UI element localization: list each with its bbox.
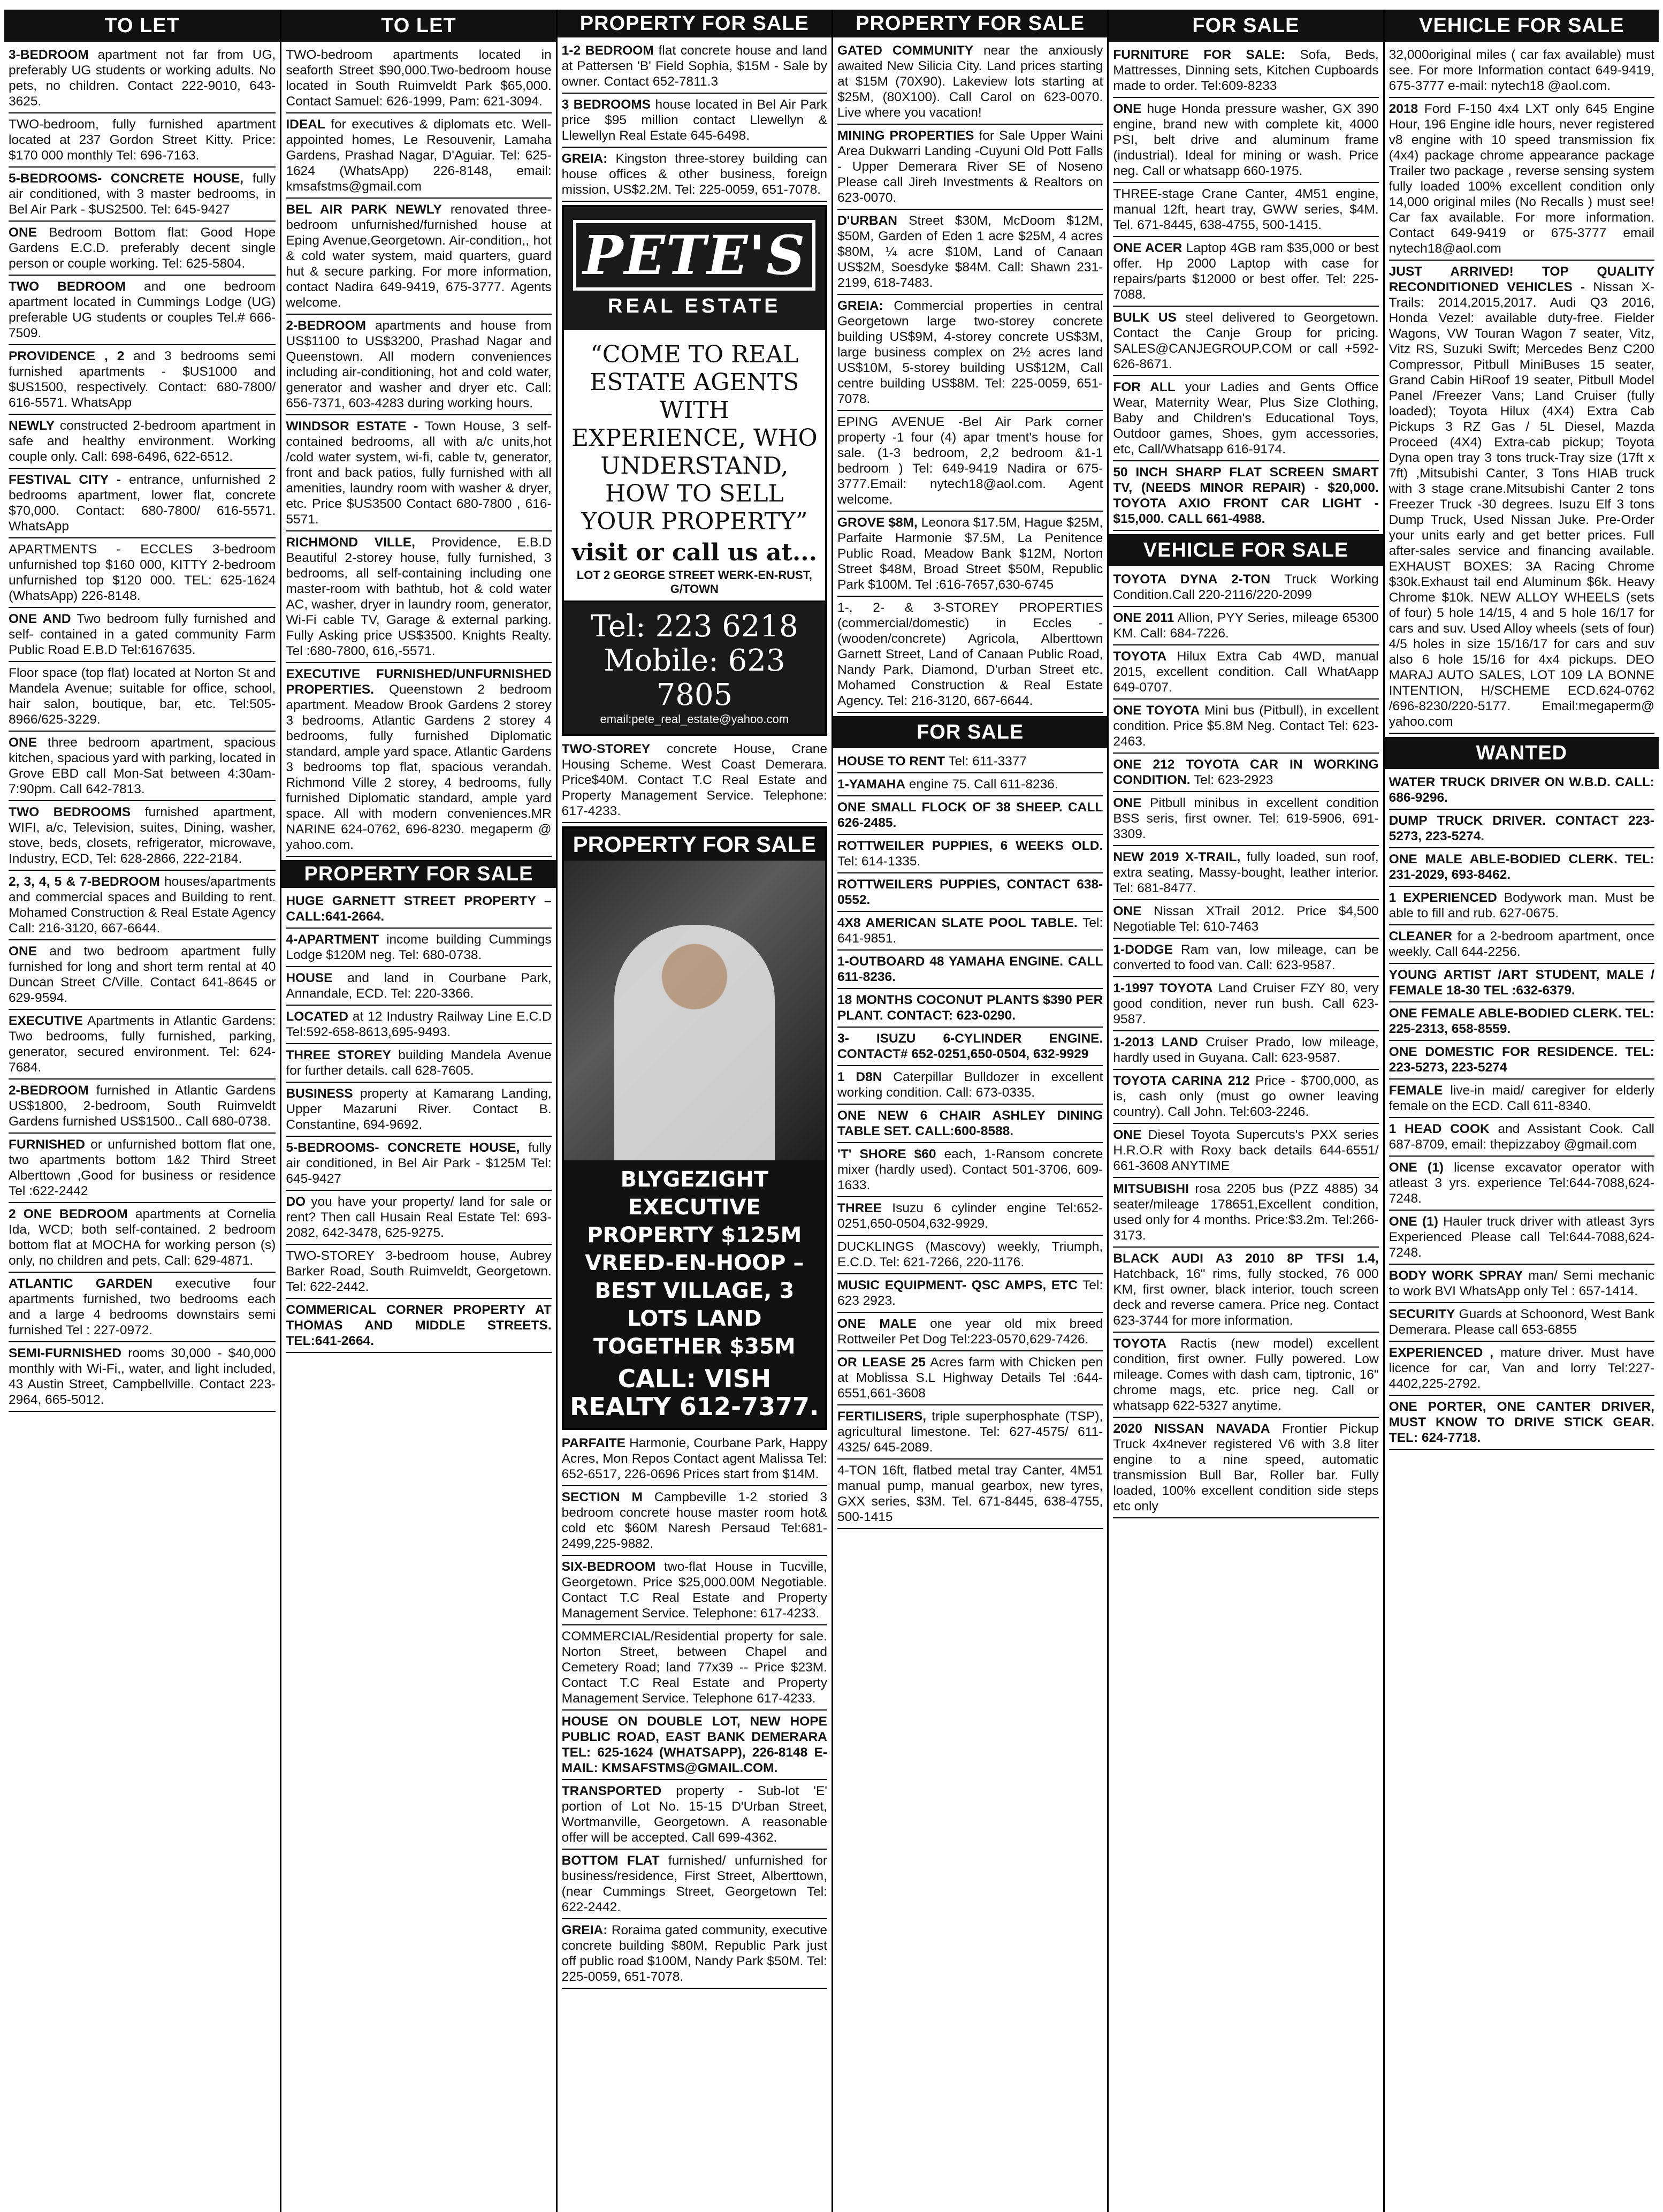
classified-ad: TWO-bedroom apartments located in seaforth Street $90,000.Two-bedroom house located in South Ruimveldt Park $65,000. Contact Samuel: 626-1999, Pam: 621-3094.: [286, 47, 551, 113]
section-header: VEHICLE FOR SALE: [1385, 10, 1659, 42]
classified-ad: MUSIC EQUIPMENT- QSC AMPS, ETC Tel: 623 2923.: [837, 1278, 1103, 1313]
ad-list: [1113, 572, 1378, 1518]
classified-ad: BOTTOM FLAT furnished/ unfurnished for business/residence, First Street, Alberttown, (near Cummings Street, Georgetown Tel: 622-2442.: [562, 1853, 827, 1919]
classified-ad: ONE MALE one year old mix breed Rottweiler Pet Dog Tel:223-0570,629-7426.: [837, 1316, 1103, 1351]
classified-ad: 1-DODGE Ram van, low mileage, can be converted to food van. Call: 623-9587.: [1113, 942, 1378, 977]
classified-ad: 3-BEDROOM apartment not far from UG, preferably UG students or working adults. No pets, no children. Contact 222-9010, 643-3625.: [9, 47, 276, 113]
ad-list: [837, 754, 1103, 1529]
classified-ad: EPING AVENUE -Bel Air Park corner property -1 four (4) apar tment's house for sale. (1-3 bedroom, 2,2 bedroom &1-1 bedroom ) Tel: 649-9419 Nadira or 675-3777.Email: nytech18@aol.com. Agent welcome.: [837, 414, 1103, 512]
classified-ad: SECTION M Campbeville 1-2 storied 3 bedroom concrete house master room hot& cold etc $60M Naresh Persaud Tel:681-2499,225-9882.: [562, 1489, 827, 1556]
classified-ad: ONE three bedroom apartment, spacious kitchen, spacious yard with parking, located in Grove EBD call Mon-Sat between 4:30am-7:90pm. Call 642-7813.: [9, 735, 276, 801]
classified-ad: TOYOTA DYNA 2-TON Truck Working Condition.Call 220-2116/220-2099: [1113, 572, 1378, 607]
classified-ad: SEMI-FURNISHED rooms 30,000 - $40,000 monthly with Wi-Fi,, water, and light included, 43 Austin Street, Campbellville. Contact 223-2964, 665-5012.: [9, 1346, 276, 1412]
section-header: FOR SALE: [1109, 10, 1383, 42]
classified-ad: FERTILISERS, triple superphosphate (TSP), agricultural limestone. Tel: 627-4575/ 611-4325/ 645-2089.: [837, 1409, 1103, 1460]
section-header: WANTED: [1385, 737, 1659, 769]
classified-ad: FEMALE live-in maid/ caregiver for elderly female on the ECD. Call 611-8340.: [1389, 1083, 1654, 1118]
classified-ad: ROTTWEILERS PUPPIES, CONTACT 638-0552.: [837, 877, 1103, 912]
classified-ad: SECURITY Guards at Schoonord, West Bank Demerara. Please call 653-6855: [1389, 1306, 1654, 1342]
petes-visit: visit or call us at...: [571, 539, 817, 566]
classified-ad: ROTTWEILER PUPPIES, 6 WEEKS OLD. Tel: 614-1335.: [837, 838, 1103, 873]
classified-ad: MINING PROPERTIES for Sale Upper Waini Area Dukwarri Landing -Cuyuni Old Pott Falls - Upper Demerara River SE of Noseno Please call Jireh Investments & Realtors on 623-0070.: [837, 128, 1103, 210]
classified-ad: GATED COMMUNITY near the anxiously awaited New Silicia City. Land prices starting at $15M (70X90). Lakeview lots starting at $25M, (80X100). Call Carol on 623-0070. Live where you vacation!: [837, 43, 1103, 125]
classified-ad: RICHMOND VILLE, Providence, E.B.D Beautiful 2-storey house, fully furnished, 3 bedrooms, all self-containing including one master-room with bathtub, hot & cold water AC, washer, dryer in laundry room, generator, Wi-Fi cable TV, Garage & external parking. Fully Asking price US$3500. Knights Realty. Tel :680-7800, 616,-5571.: [286, 535, 551, 663]
vish-call: CALL: VISH REALTY 612-7377.: [570, 1364, 819, 1421]
classified-ad: 3- ISUZU 6-CYLINDER ENGINE. CONTACT# 652-0251,650-0504, 632-9929: [837, 1031, 1103, 1066]
classified-ad: GREIA: Kingston three-storey building can house offices & other business, foreign mission, US$2.2M. Tel: 225-0059, 651-7078.: [562, 151, 827, 202]
section-header: TO LET: [4, 10, 280, 42]
classified-ad: EXECUTIVE FURNISHED/UNFURNISHED PROPERTIES. Queenstown 2 bedroom apartment. Meadow Brook Gardens 2 storey 3 bedrooms. Atlantic Gardens 2 storey 4 bedrooms, fully furnished Diplomatic standard, ample yard space. Atlantic Gardens 3 bedrooms top flat, spacious verandah. Richmond Ville 2 storey, 4 bedrooms, fully furnished Diplomatic standard, ample yard space. All with modern conveniences.MR NARINE 624-0762, 696-8230. megaperm @ yahoo.com.: [286, 666, 551, 857]
petes-address: LOT 2 GEORGE STREET WERK-EN-RUST, G/TOWN: [564, 566, 825, 602]
classified-ad: YOUNG ARTIST /ART STUDENT, MALE / FEMALE 18-30 TEL :632-6379.: [1389, 967, 1654, 1002]
classified-ad: TWO BEDROOMS furnished apartment, WIFI, a/c, Television, suites, Dining, washer, stove, beds, closets, refrigerator, microwave, Industry, ECD, Tel: 628-2866, 222-2184.: [9, 804, 276, 871]
classified-ad: 32,000original miles ( car fax available) must see. For more Information contact 649-9419, 675-3777 e-mail: nytech18 @aol.com.: [1389, 47, 1654, 98]
classified-ad: WINDSOR ESTATE - Town House, 3 self- contained bedrooms, all with a/c units,hot /cold water system, wi-fi, cable tv, generator, front and back patios, fully furnished with all amenities, laundry room with washer & dryer, etc. Price $US3500 Contact 680-7800 , 616-5571.: [286, 419, 551, 531]
classified-ad: CLEANER for a 2-bedroom apartment, once weekly. Call 644-2256.: [1389, 929, 1654, 964]
classified-ad: ONE (1) license excavator operator with atleast 3 yrs. experience Tel:644-7088,624-7248.: [1389, 1160, 1654, 1211]
classified-ad: ATLANTIC GARDEN executive four apartments furnished, two bedrooms each and a large 4 bedrooms downstairs semi furnished Tel : 227-0972.: [9, 1276, 276, 1342]
classified-ad: COMMERICAL CORNER PROPERTY AT THOMAS AND MIDDLE STREETS. TEL:641-2664.: [286, 1302, 551, 1353]
classified-ad: 1-YAMAHA engine 75. Call 611-8236.: [837, 777, 1103, 796]
column-4: [832, 10, 1107, 2212]
vish-offer: BLYGEZIGHT EXECUTIVE PROPERTY $125M VREED-EN-HOOP – BEST VILLAGE, 3 LOTS LAND TOGETHER $35M: [585, 1167, 804, 1359]
classified-ad: 3 BEDROOMS house located in Bel Air Park price $95 million contact Llewellyn & Llewellyn Real Estate 645-6498.: [562, 97, 827, 148]
classified-ad: HOUSE ON DOUBLE LOT, NEW HOPE PUBLIC ROAD, EAST BANK DEMERARA TEL: 625-1624 (WHATSAPP), 226-8148 E-MAIL: KMSAFSTMS@GMAIL.COM.: [562, 1714, 827, 1780]
classified-ad: GREIA: Roraima gated community, executive concrete building $80M, Republic Park just off public road $100M, Nandy Park $50M. Tel: 225-0059, 651-7078.: [562, 1922, 827, 1989]
classified-ad: Floor space (top flat) located at Norton St and Mandela Avenue; suitable for office, school, hair salon, boutique, bar, etc. Tel:505-8966/625-3229.: [9, 665, 276, 732]
petes-mobile: Mobile: 623 7805: [604, 643, 785, 712]
classified-ad: HOUSE and land in Courbane Park, Annandale, ECD. Tel: 220-3366.: [286, 970, 551, 1006]
classified-ad: 1 D8N Caterpillar Bulldozer in excellent working condition. Call: 673-0335.: [837, 1069, 1103, 1105]
classified-ad: GROVE $8M, Leonora $17.5M, Hague $25M, Parfaite Harmonie $7.5M, La Penitence Public Road, Meadow Bank $12M, Norton Street $48M, Broad Street $50M, Republic Park $100M. Tel :616-7657,630-6745: [837, 515, 1103, 597]
classified-ad: NEW 2019 X-TRAIL, fully loaded, sun roof, extra seating, Massy-bought, leather interior. Tel: 681-8477.: [1113, 849, 1378, 900]
petes-real-estate-ad: [562, 205, 827, 736]
classified-ad: TWO-STOREY concrete House, Crane Housing Scheme. West Coast Demerara. Price$40M. Contact T.C Real Estate and Property Management Service. Telephone: 617-4233.: [562, 741, 827, 823]
classified-ad: 5-BEDROOMS- CONCRETE HOUSE, fully air conditioned, in Bel Air Park - $125M Tel: 645-9427: [286, 1140, 551, 1191]
classified-ad: ONE Bedroom Bottom flat: Good Hope Gardens E.C.D. preferably decent single person or couple working. Tel: 625-5804.: [9, 225, 276, 276]
classified-ad: 5-BEDROOMS- CONCRETE HOUSE, fully air conditioned, with 3 master bedrooms, in Bel Air Park - $US2500. Tel: 645-9427: [9, 171, 276, 222]
classified-ad: TOYOTA Ractis (new model) excellent condition, first owner. Fully powered. Low mileage. Comes with dash cam, tiptronic, 16" chrome mags, etc. price neg. Call or whatsapp 622-5327 anytime.: [1113, 1336, 1378, 1418]
classified-ad: TOYOTA CARINA 212 Price - $700,000, as is, cash only (must go owner leaving country). Call John. Tel:603-2246.: [1113, 1073, 1378, 1124]
ad-list: [286, 47, 551, 857]
classified-ad: BLACK AUDI A3 2010 8P TFSI 1.4, Hatchback, 16" rims, fully stocked, 76 000 KM, first owner, black interior, touch screen deck and reverse camera. Price neg. Contact 623-3744 for more information.: [1113, 1251, 1378, 1333]
classified-ad: ONE Diesel Toyota Supercuts's PXX series H.R.O.R with Roxy back details 644-6551/ 661-3608 ANYTIME: [1113, 1127, 1378, 1178]
classified-ad: 2018 Ford F-150 4x4 LXT only 645 Engine Hour, 196 Engine idle hours, never registered v8 engine with 10 speed transmission fix (4x4) package chrome appearance package Trailer two package , reverse sensing system fully loaded 100% excellent condition only 14,000 original miles (No Recalls ) must see! Car fax available. For more information. Contact 649-9419 or 675-3777 email nytech18@aol.com: [1389, 101, 1654, 261]
classified-ad: 1-2013 LAND Cruiser Prado, low mileage, hardly used in Guyana. Call: 623-9587.: [1113, 1035, 1378, 1070]
classified-ad: ONE and two bedroom apartment fully furnished for long and short term rental at 40 Duncan Street C/Ville. Contact 641-8645 or 629-9594.: [9, 944, 276, 1010]
classified-ad: 4-TON 16ft, flatbed metal tray Canter, 4M51 manual pump, manual gearbox, new tyres, GXX series, $3M. Tel. 671-8445, 638-4755, 500-1415: [837, 1463, 1103, 1529]
classified-ad: PROVIDENCE , 2 and 3 bedrooms semi furnished apartments - $US1000 and $US1500, respectively. Contact: 680-7800/ 616-5571. WhatsApp: [9, 348, 276, 415]
petes-quote: “COME TO REAL ESTATE AGENTS WITH EXPERIENCE, WHO UNDERSTAND, HOW TO SELL YOUR PROPERTY”: [571, 341, 818, 535]
person-figure: [614, 925, 775, 1160]
petes-logo: PETE'S: [573, 220, 815, 291]
classified-ad: SIX-BEDROOM two-flat House in Tucville, Georgetown. Price $25,000.00M Negotiable. Contact T.C Real Estate and Property Management Service. Telephone: 617-4233.: [562, 1559, 827, 1625]
classified-ad: WATER TRUCK DRIVER ON W.B.D. CALL: 686-9296.: [1389, 774, 1654, 810]
petes-email: email:pete_real_estate@yahoo.com: [600, 712, 789, 726]
ad-list: [562, 1435, 827, 1989]
classified-ad: THREE-stage Crane Canter, 4M51 engine, manual 12ft, heart tray, GWW series, $4M. Tel. 671-8445, 638-4755, 500-1415.: [1113, 186, 1378, 237]
classified-ad: TWO-bedroom, fully furnished apartment located at 237 Gordon Street Kitty. Price: $170 000 monthly Tel: 696-7163.: [9, 117, 276, 168]
classified-ad: 2 ONE BEDROOM apartments at Cornelia Ida, WCD; both self-contained. 2 bedroom bottom flat at MOCHA for working person (s) only, no children and pets. Call: 629-4871.: [9, 1206, 276, 1273]
classified-ad: ONE 212 TOYOTA CAR IN WORKING CONDITION. Tel: 623-2923: [1113, 757, 1378, 792]
classified-ad: PARFAITE Harmonie, Courbane Park, Happy Acres, Mon Repos Contact agent Malissa Tel: 652-6517, 226-0696 Prices start from $14M.: [562, 1435, 827, 1486]
section-header: PROPERTY FOR SALE: [558, 10, 832, 37]
classified-ad: ONE AND Two bedroom fully furnished and self- contained in a gated community Farm Public Road E.B.D Tel:6167635.: [9, 611, 276, 662]
classified-ad: ONE ACER Laptop 4GB ram $35,000 or best offer. Hp 2000 Laptop with case for repairs/parts $12000 or best offer. Tel: 225-7088.: [1113, 240, 1378, 307]
classified-ad: DO you have your property/ land for sale or rent? Then call Husain Real Estate Tel: 693-2082, 642-3478, 625-9275.: [286, 1194, 551, 1245]
classified-ad: ONE Pitbull minibus in excellent condition BSS seris, first owner. Tel: 619-5906, 691-3309.: [1113, 795, 1378, 846]
ad-list: [562, 43, 827, 202]
ad-list: [562, 741, 827, 823]
classified-ad: ONE FEMALE ABLE-BODIED CLERK. TEL: 225-2313, 658-8559.: [1389, 1006, 1654, 1041]
classified-ad: EXPERIENCED , mature driver. Must have licence for car, Van and lorry Tel:227-4402,225-2792.: [1389, 1345, 1654, 1396]
classified-ad: ONE PORTER, ONE CANTER DRIVER, MUST KNOW TO DRIVE STICK GEAR. TEL: 624-7718.: [1389, 1399, 1654, 1450]
classified-ad: ONE DOMESTIC FOR RESIDENCE. TEL: 223-5273, 223-5274: [1389, 1044, 1654, 1080]
classified-ad: THREE Isuzu 6 cylinder engine Tel:652-0251,650-0504,632-9929.: [837, 1200, 1103, 1236]
classified-ad: 2020 NISSAN NAVADA Frontier Pickup Truck 4x4never registered V6 with 3.8 liter engine to a nine speed, automatic transmission Bull Bar, Roller bar. Fully loaded, 100% excellent condition side steps etc only: [1113, 1421, 1378, 1518]
classified-ad: TOYOTA Hilux Extra Cab 4WD, manual 2015, excellent condition. Call WhatAapp 649-0707.: [1113, 649, 1378, 700]
classified-ad: DUCKLINGS (Mascovy) weekly, Triumph, E.C.D. Tel: 621-7266, 220-1176.: [837, 1239, 1103, 1274]
ad-list: [9, 47, 276, 1412]
vish-text-block: [564, 1160, 825, 1428]
classified-ad: 4X8 AMERICAN SLATE POOL TABLE. Tel: 641-9851.: [837, 915, 1103, 951]
ad-list: [1389, 47, 1654, 734]
ad-list: [286, 893, 551, 1353]
vish-realty-ad: [562, 826, 827, 1430]
classified-ad: BEL AIR PARK NEWLY renovated three-bedroom unfurnished/furnished house at Eping Avenue,Georgetown. Air-condition,, hot & cold water system, maid quarters, guard hut & secure parking. For more information, contact Nadira 649-9419, 675-3777. Agents welcome.: [286, 202, 551, 315]
classified-ad: 2, 3, 4, 5 & 7-BEDROOM houses/apartments and commercial spaces and Building to rent. Mohamed Construction & Real Estate Agency Call: 216-3120, 667-6644.: [9, 874, 276, 940]
classified-ad: 4-APARTMENT income building Cummings Lodge $120M neg. Tel: 680-0738.: [286, 932, 551, 967]
classified-ad: MITSUBISHI rosa 2205 bus (PZZ 4885) 34 seater/mileage 178651,Excellent condition, used only for 4 months. Price:$3.2m. Tel:266-3173.: [1113, 1181, 1378, 1248]
classified-ad: GREIA: Commercial properties in central Georgetown large two-storey concrete building US$9M, 4-storey concrete US$3M, large business complex on 2½ acres land US$10M, 5-storey building US$12M, Call centre building US$8M. Tel: 225-0059, 651-7078.: [837, 298, 1103, 411]
classified-ad: THREE STOREY building Mandela Avenue for further details. call 628-7605.: [286, 1047, 551, 1083]
ad-list: [837, 43, 1103, 713]
column-6: [1383, 10, 1659, 2212]
classified-ad: 2-BEDROOM apartments and house from US$1100 to US$3200, Prashad Nagar and Queenstown. All modern conveniences including air-conditioning, hot and cold water, generator and washer and dryer etc. Call: 656-7371, 603-4283 during working hours.: [286, 318, 551, 415]
classified-ad: 1-, 2- & 3-STOREY PROPERTIES (commercial/domestic) in Eccles - (wooden/concrete) Agricola, Alberttown Garnett Street, Land of Canaan Public Road, Nandy Park, Diamond, D'urban Street etc. Mohamed Construction & Real Estate Agency. Tel: 216-3120, 667-6644.: [837, 600, 1103, 713]
classified-ad: TWO BEDROOM and one bedroom apartment located in Cummings Lodge (UG) preferable UG students or couples Tel.# 666-7509.: [9, 279, 276, 345]
petes-tel: Tel: 223 6218: [590, 609, 798, 644]
classified-ad: 1 HEAD COOK and Assistant Cook. Call 687-8709, email: thepizzaboy @gmail.com: [1389, 1121, 1654, 1157]
classified-ad: TRANSPORTED property - Sub-lot 'E' portion of Lot No. 15-15 D'Urban Street, Wortmanville, Georgetown. A reasonable offer will be accepted. Call 699-4362.: [562, 1783, 827, 1850]
classified-ad: ONE TOYOTA Mini bus (Pitbull), in excellent condition. Price $5.8M Neg. Contact Tel: 623-2463.: [1113, 703, 1378, 754]
classified-ad: HUGE GARNETT STREET PROPERTY – CALL:641-2664.: [286, 893, 551, 929]
column-1: [4, 10, 280, 2212]
agent-photo: [564, 861, 825, 1160]
classified-ad: 1 EXPERIENCED Bodywork man. Must be able to fill and rub. 627-0675.: [1389, 890, 1654, 925]
classified-ad: 50 INCH SHARP FLAT SCREEN SMART TV, (NEEDS MINOR REPAIR) - $20,000. TOYOTA AXIO FRONT CAR LIGHT - $15,000. CALL 661-4988.: [1113, 465, 1378, 531]
section-header: FOR SALE: [833, 716, 1107, 748]
classified-ad: ONE 2011 Allion, PYY Series, mileage 65300 KM. Call: 684-7226.: [1113, 610, 1378, 645]
petes-contact-block: [564, 602, 825, 734]
classified-ad: JUST ARRIVED! TOP QUALITY RECONDITIONED VEHICLES - Nissan X-Trails: 2014,2015,2017. Audi Q3 2016, Honda Vezel: available duty-free. Fielder Wagons, VW Touran Wagon 7 seater, Vitz, Vitz RS, Suzuki Swift; Mercedes Benz C200 Compressor, Pitbull MiniBuses 15 seater, Grand Cabin HiRoof 19 seater, Pitbull Model Panel /Freezer Vans; Land Cruiser (fully loaded); Toyota Hilux (4X4) Extra Cab Pickups 3 RZ Gas / 5L Diesel, Mazda Proceed (4X4) Extra-cab pickup; Toyota Dyna open tray 3 tons truck-Tray size (17ft x 7ft) ,Mitsubishi Canter, 3 Tons HIAB truck with 3 stage crane.Mitsubishi Canter 2 tons Freezer Truck -30 degrees. Isuzu Elf 3 tons Dump Truck, Used Nissan Juke. Pre-Order your units early and get better prices. Full after-sales service and financing available. EXHAUST BOXES: 3A Racing Chrome $30k.Exhaust tail end Aluminum $6k. Heavy Chrome $10k. NEW ALLOY WHEELS (sets of four) 5 hole 14/15, 4 and 5 hole 16/17 for cars and suv. Used Alloy wheels (sets of four) 4/5 holes in size 15/16/17 for cars and suv also 6 hole 15/16 for 4x4 pickups. DEO MARAJ AUTO SALES, LOT 109 LA BONNE INTENTION, H/SCHEME ECD.624-0762 /696-8230/220-5177. Email:megaperm@ yahoo.com: [1389, 264, 1654, 734]
classified-ad: ONE huge Honda pressure washer, GX 390 engine, brand new with complete kit, 4000 PSI, belt drive and aluminum frame (industrial). Ideal for mining or wash. Price neg. Call or whatsapp 660-1975.: [1113, 101, 1378, 183]
classified-ad: FURNISHED or unfurnished bottom flat one, two apartments bottom 1&2 Third Street Alberttown ,Good for business or residence Tel :622-2442: [9, 1137, 276, 1203]
classified-ad: 'T' SHORE $60 each, 1-Ransom concrete mixer (hardly used). Contact 501-3706, 609-1633.: [837, 1146, 1103, 1197]
column-3: [556, 10, 832, 2212]
classified-ad: ONE MALE ABLE-BODIED CLERK. TEL: 231-2029, 693-8462.: [1389, 852, 1654, 887]
classified-ad: DUMP TRUCK DRIVER. CONTACT 223-5273, 223-5274.: [1389, 813, 1654, 848]
classified-ad: D'URBAN Street $30M, McDoom $12M, $50M, Garden of Eden 1 acre $25M, 4 acres $80M, ¼ acre $10M, Land of Canaan US$2M, Soesdyke $84M. Call: Shawn 231-2199, 618-7483.: [837, 213, 1103, 295]
classified-ad: BUSINESS property at Kamarang Landing, Upper Mazaruni River. Contact B. Constantine, 694-9692.: [286, 1086, 551, 1137]
section-header: VEHICLE FOR SALE: [1109, 534, 1383, 566]
classified-ad: ONE SMALL FLOCK OF 38 SHEEP. CALL 626-2485.: [837, 800, 1103, 835]
classified-ad: 1-2 BEDROOM flat concrete house and land at Pattersen 'B' Field Sophia, $15M - Sale by owner. Contact 652-7811.3: [562, 43, 827, 94]
classified-ad: APARTMENTS - ECCLES 3-bedroom unfurnished top $160 000, KITTY 2-bedroom unfurnished top $120 000. TEL: 625-1624 (WhatsApp) 226-8148.: [9, 542, 276, 608]
classified-ad: HOUSE TO RENT Tel: 611-3377: [837, 754, 1103, 773]
classified-ad: BODY WORK SPRAY man/ Semi mechanic to work BVI WhatsApp only Tel : 657-1414.: [1389, 1268, 1654, 1303]
section-header: TO LET: [281, 10, 555, 42]
classified-ad: EXECUTIVE Apartments in Atlantic Gardens: Two bedrooms, fully furnished, parking, generator, secured environment. Tel: 624-7684.: [9, 1013, 276, 1080]
classified-ad: BULK US steel delivered to Georgetown. Contact the Canje Group for pricing. SALES@CANJEGROUP.COM or call +592-626-8671.: [1113, 310, 1378, 376]
classified-ad: FURNITURE FOR SALE: Sofa, Beds, Mattresses, Dinning sets, Kitchen Cupboards made to order. Tel:609-8233: [1113, 47, 1378, 98]
petes-logo-block: [564, 207, 825, 330]
classified-ad: NEWLY constructed 2-bedroom apartment in safe and healthy environment. Working couple only. Call: 698-6496, 622-6512.: [9, 418, 276, 469]
vish-header: PROPERTY FOR SALE: [564, 828, 825, 861]
classified-ad: 1-OUTBOARD 48 YAMAHA ENGINE. CALL 611-8236.: [837, 954, 1103, 989]
classified-ad: ONE NEW 6 CHAIR ASHLEY DINING TABLE SET. CALL:600-8588.: [837, 1108, 1103, 1143]
classified-ad: 1-1997 TOYOTA Land Cruiser FZY 80, very good condition, never run bush. Call 623-9587.: [1113, 980, 1378, 1031]
section-header: PROPERTY FOR SALE: [281, 860, 555, 888]
petes-logo-sub: REAL ESTATE: [608, 294, 781, 317]
classified-ad: TWO-STOREY 3-bedroom house, Aubrey Barker Road, South Ruimveldt, Georgetown. Tel: 622-2442.: [286, 1248, 551, 1299]
classified-ad: ONE Nissan XTrail 2012. Price $4,500 Negotiable Tel: 610-7463: [1113, 903, 1378, 939]
classified-ad: LOCATED at 12 Industry Railway Line E.C.D Tel:592-658-8613,695-9493.: [286, 1009, 551, 1044]
section-header: PROPERTY FOR SALE: [833, 10, 1107, 37]
classified-ad: COMMERCIAL/Residential property for sale. Norton Street, between Chapel and Cemetery Road; land 77x39 -- Price $23M. Contact T.C Real Estate and Property Management Service. Telephone 617-4233.: [562, 1629, 827, 1711]
classified-ad: OR LEASE 25 Acres farm with Chicken pen at Moblissa S.L Highway Details Tel :644-6551,661-3608: [837, 1355, 1103, 1405]
column-2: [280, 10, 555, 2212]
classified-ad: ONE (1) Hauler truck driver with atleast 3yrs Experienced Please call Tel:644-7088,624-7248.: [1389, 1214, 1654, 1265]
ad-list: [1389, 774, 1654, 1450]
classified-ad: 18 MONTHS COCONUT PLANTS $390 PER PLANT. CONTACT: 623-0290.: [837, 992, 1103, 1028]
ad-list: [1113, 47, 1378, 531]
classified-ad: FOR ALL your Ladies and Gents Office Wear, Maternity Wear, Plus Size Clothing, Baby and Children's Educational Toys, Outdoor games, Shoes, gym accessories, etc, Call/Whatsapp 616-9174.: [1113, 379, 1378, 461]
classified-ad: IDEAL for executives & diplomats etc. Well-appointed homes, Le Resouvenir, Lamaha Gardens, Prashad Nagar, D'Aguiar. Tel: 625-1624 (WhatsApp) 226-8148, email: kmsafstms@gmail.com: [286, 117, 551, 199]
classified-ad: FESTIVAL CITY - entrance, unfurnished 2 bedrooms apartment, lower flat, concrete $70,000. Contact: 680-7800/ 616-5571. WhatsApp: [9, 472, 276, 538]
column-5: [1107, 10, 1383, 2212]
classified-ad: 2-BEDROOM furnished in Atlantic Gardens US$1800, 2-bedroom, South Ruimveldt Gardens furnished US$1500.. Call 680-0738.: [9, 1083, 276, 1134]
